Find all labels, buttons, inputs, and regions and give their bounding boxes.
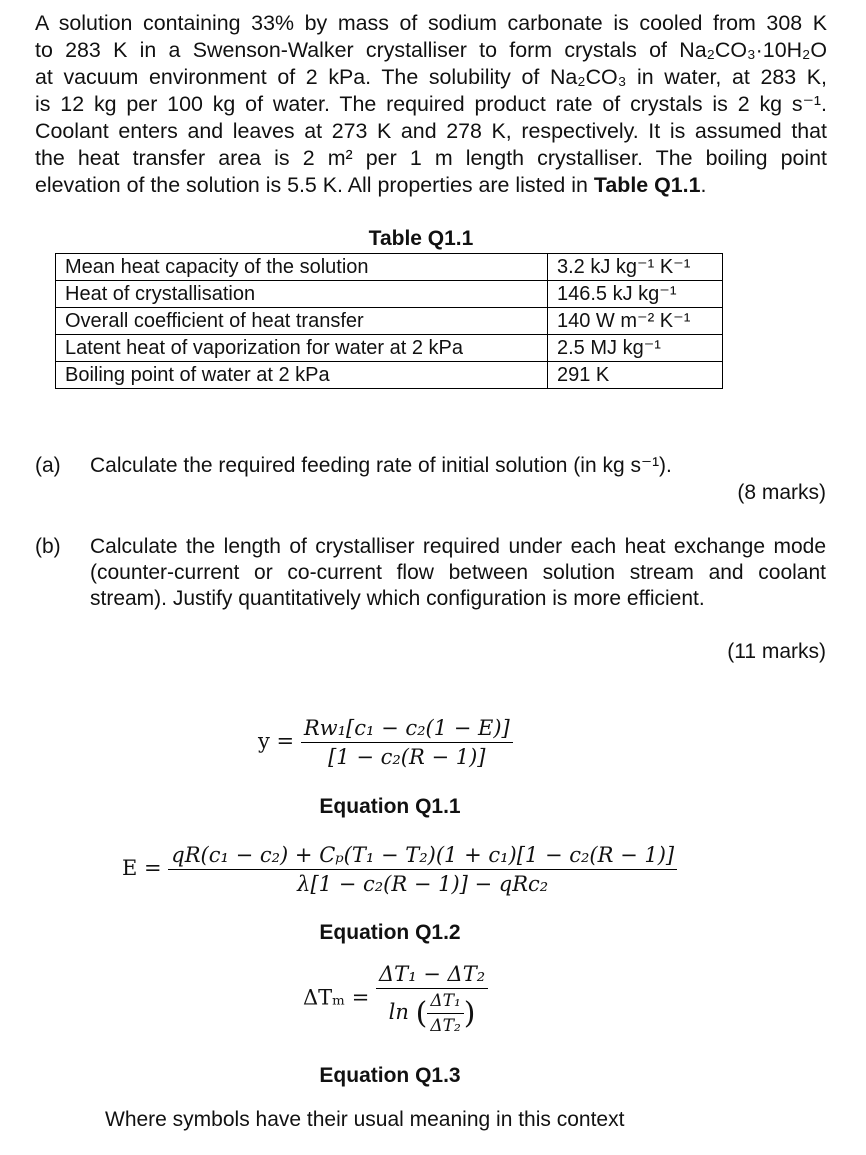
problem-statement: [35, 10, 827, 199]
marks-b: (11 marks): [727, 640, 826, 663]
table-title: Table Q1.1: [368, 227, 474, 250]
problem-line: elevation of the solution is 5.5 K. All properties are listed in: [35, 173, 588, 197]
value-cell: 140 W m⁻² K⁻¹: [548, 308, 723, 335]
left-paren: (: [415, 996, 428, 1031]
problem-line: Coolant enters and leaves at 273 K and 278 K, respectively. It is assumed that: [35, 119, 827, 143]
parameter-cell: Heat of crystallisation: [56, 281, 548, 308]
equation-lhs: y =: [258, 729, 295, 753]
question-label: (b): [35, 535, 61, 558]
fraction: [168, 843, 677, 896]
parameter-cell: Overall coefficient of heat transfer: [56, 308, 548, 335]
right-paren: ): [463, 996, 476, 1031]
table-row: [56, 308, 723, 335]
problem-line: A solution containing 33% by mass of sodium carbonate is cooled from 308 K: [35, 11, 827, 35]
problem-line: to 283 K in a Swenson-Walker crystalliser to form crystals of Na₂CO₃·10H₂O: [35, 38, 827, 62]
value-cell: 3.2 kJ kg⁻¹ K⁻¹: [548, 254, 723, 281]
numerator: ΔT₁ − ΔT₂: [376, 962, 488, 989]
problem-line-last: [35, 172, 827, 199]
inner-numerator: ΔT₁: [427, 991, 463, 1014]
denominator: [1 − c₂(R − 1)]: [328, 745, 486, 769]
denominator: [376, 989, 488, 1036]
table-reference-end: .: [700, 173, 707, 197]
inner-denominator: ΔT₂: [430, 1016, 461, 1036]
equation-caption: Equation Q1.2: [319, 921, 461, 944]
table-row: [56, 335, 723, 362]
log-function: ln: [388, 1000, 409, 1024]
parameter-cell: Latent heat of vaporization for water at 2 kPa: [56, 335, 548, 362]
denominator: λ[1 − c₂(R − 1)] − qRc₂: [297, 872, 549, 896]
properties-table: [55, 253, 723, 389]
footer-note: Where symbols have their usual meaning in this context: [105, 1108, 625, 1131]
question-label: (a): [35, 454, 61, 477]
question-text: Calculate the required feeding rate of initial solution (in kg s⁻¹).: [90, 454, 672, 477]
problem-line: is 12 kg per 100 kg of water. The required product rate of crystals is 2 kg s⁻¹.: [35, 92, 827, 116]
problem-line: at vacuum environment of 2 kPa. The solubility of Na₂CO₃ in water, at 283 K,: [35, 65, 827, 89]
parameter-cell: Mean heat capacity of the solution: [56, 254, 548, 281]
table-row: [56, 254, 723, 281]
equation-lhs: E =: [122, 856, 162, 880]
table-row: [56, 362, 723, 389]
numerator: Rw₁[c₁ − c₂(1 − E)]: [301, 716, 513, 743]
table-reference: Table Q1.1: [593, 173, 701, 197]
value-cell: 2.5 MJ kg⁻¹: [548, 335, 723, 362]
equation-lhs: ΔTₘ =: [303, 985, 370, 1010]
value-cell: 291 K: [548, 362, 723, 389]
parameter-cell: Boiling point of water at 2 kPa: [56, 362, 548, 389]
marks-a: (8 marks): [737, 481, 826, 504]
equation-caption: Equation Q1.1: [319, 795, 461, 818]
equation-caption: Equation Q1.3: [319, 1064, 461, 1087]
equation-q1-3: [303, 962, 488, 1036]
numerator: qR(c₁ − c₂) + Cₚ(T₁ − T₂)(1 + c₁)[1 − c₂(R − 1)]: [168, 843, 677, 870]
value-cell: 146.5 kJ kg⁻¹: [548, 281, 723, 308]
table-row: [56, 281, 723, 308]
problem-line: the heat transfer area is 2 m² per 1 m length crystalliser. The boiling point: [35, 146, 827, 170]
fraction: [301, 716, 513, 769]
equation-q1-1: [258, 716, 513, 769]
question-text: Calculate the length of crystalliser required under each heat exchange mode (counter-current or co-current flow between solution stream and coolant stream). Justify quantitatively which configuration is more efficient.: [90, 535, 826, 610]
equation-q1-2: [122, 843, 677, 896]
fraction: [376, 962, 488, 1036]
inner-fraction: [427, 991, 463, 1036]
